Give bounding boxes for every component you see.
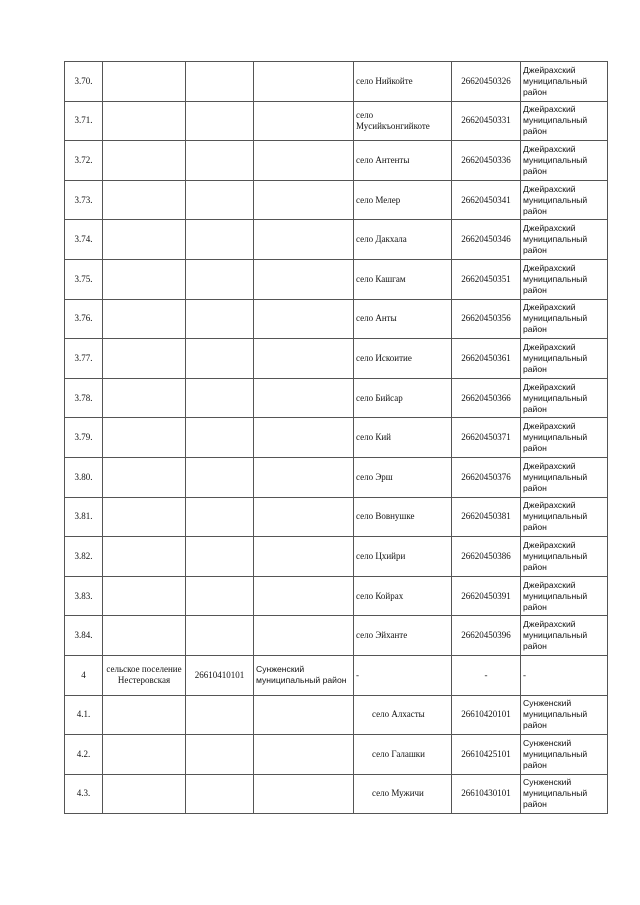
district-name: Джейрахский муниципальный район [521,537,608,577]
row-number: 3.73. [65,180,103,220]
district-name: Джейрахский муниципальный район [521,220,608,260]
empty-cell [254,299,354,339]
empty-cell [186,62,254,102]
settlement-name: село Мужичи [354,774,452,814]
empty-cell [254,339,354,379]
row-number: 3.84. [65,616,103,656]
row-number: 3.70. [65,62,103,102]
row-number: 3.80. [65,457,103,497]
table-row [65,101,608,141]
empty-cell [254,418,354,458]
empty-cell [186,735,254,775]
district-name: Джейрахский муниципальный район [521,299,608,339]
oktmo-code: 26620450331 [452,101,521,141]
district-name: Джейрахский муниципальный район [521,180,608,220]
empty-cell [186,537,254,577]
municipality-district: Сунженский муниципальный район [254,655,354,695]
settlement-name: село Койрах [354,576,452,616]
empty-cell [103,180,186,220]
empty-cell [186,259,254,299]
row-number: 3.76. [65,299,103,339]
empty-cell [186,220,254,260]
oktmo-code: 26620450361 [452,339,521,379]
row-number: 4 [65,655,103,695]
empty-cell [103,378,186,418]
district-name: Джейрахский муниципальный район [521,141,608,181]
empty-cell [103,774,186,814]
empty-cell [103,616,186,656]
district-name: Сунженский муниципальный район [521,774,608,814]
settlement-name: село Бийсар [354,378,452,418]
row-number: 3.74. [65,220,103,260]
row-number: 3.75. [65,259,103,299]
table-row [65,259,608,299]
oktmo-code: 26610425101 [452,735,521,775]
oktmo-code: 26620450386 [452,537,521,577]
empty-cell [103,62,186,102]
settlement-name: село Мусийкъонгийкоте [354,101,452,141]
empty-cell [186,378,254,418]
empty-cell [186,180,254,220]
empty-cell [186,497,254,537]
district-name: Джейрахский муниципальный район [521,616,608,656]
row-number: 3.77. [65,339,103,379]
district-name: Сунженский муниципальный район [521,735,608,775]
empty-cell [186,774,254,814]
empty-cell [186,695,254,735]
empty-cell [254,537,354,577]
row-number: 3.83. [65,576,103,616]
empty-cell [103,299,186,339]
settlement-name: село Эрш [354,457,452,497]
district-name: Джейрахский муниципальный район [521,418,608,458]
row-number: 3.79. [65,418,103,458]
row-number: 3.71. [65,101,103,141]
table-row [65,537,608,577]
oktmo-code: 26610420101 [452,695,521,735]
empty-cell [186,457,254,497]
oktmo-code: 26620450396 [452,616,521,656]
settlement-name: село Дакхала [354,220,452,260]
municipality-name: сельское поселение Нестеровская [103,655,186,695]
empty-cell [186,339,254,379]
empty-cell [103,101,186,141]
table-row [65,497,608,537]
district-name: Джейрахский муниципальный район [521,497,608,537]
empty-cell [103,576,186,616]
empty-cell [103,497,186,537]
oktmo-code: 26620450381 [452,497,521,537]
empty-cell [186,141,254,181]
oktmo-code: 26620450351 [452,259,521,299]
district-name: Джейрахский муниципальный район [521,62,608,102]
district-name: Джейрахский муниципальный район [521,576,608,616]
table-row [65,576,608,616]
row-number: 3.72. [65,141,103,181]
row-number: 4.2. [65,735,103,775]
empty-cell [254,378,354,418]
municipality-row [65,655,608,695]
empty-cell [103,339,186,379]
row-number: 3.78. [65,378,103,418]
empty-cell [254,695,354,735]
table-row [65,299,608,339]
settlement-dash: - [354,655,452,695]
settlement-name: село Анты [354,299,452,339]
settlement-name: село Антенты [354,141,452,181]
district-dash: - [521,655,608,695]
table-row [65,141,608,181]
settlements-table [64,61,608,814]
table-row [65,695,608,735]
settlement-name: село Кашгам [354,259,452,299]
empty-cell [254,616,354,656]
empty-cell [186,299,254,339]
table-row [65,774,608,814]
empty-cell [186,418,254,458]
table-row [65,180,608,220]
empty-cell [254,259,354,299]
empty-cell [254,62,354,102]
table-row [65,457,608,497]
empty-cell [254,141,354,181]
row-number: 3.81. [65,497,103,537]
settlement-name: село Кий [354,418,452,458]
empty-cell [186,616,254,656]
row-number: 3.82. [65,537,103,577]
district-name: Джейрахский муниципальный район [521,339,608,379]
oktmo-code: 26620450376 [452,457,521,497]
settlement-name: село Эйханте [354,616,452,656]
row-number: 4.3. [65,774,103,814]
table-row [65,220,608,260]
district-name: Джейрахский муниципальный район [521,259,608,299]
settlement-name: село Вовнушке [354,497,452,537]
settlement-name: село Алхасты [354,695,452,735]
settlement-name: село Галашки [354,735,452,775]
row-number: 4.1. [65,695,103,735]
empty-cell [103,537,186,577]
empty-cell [103,735,186,775]
settlement-name: село Искоитие [354,339,452,379]
empty-cell [254,220,354,260]
empty-cell [254,576,354,616]
empty-cell [103,457,186,497]
oktmo-code: 26620450371 [452,418,521,458]
empty-cell [103,220,186,260]
oktmo-code: 26620450356 [452,299,521,339]
table-row [65,735,608,775]
empty-cell [186,576,254,616]
settlement-name: село Мелер [354,180,452,220]
empty-cell [254,101,354,141]
settlement-name: село Цхийри [354,537,452,577]
empty-cell [103,418,186,458]
empty-cell [186,101,254,141]
empty-cell [254,457,354,497]
district-name: Джейрахский муниципальный район [521,101,608,141]
district-name: Джейрахский муниципальный район [521,457,608,497]
table-row [65,378,608,418]
oktmo-code: 26620450366 [452,378,521,418]
oktmo-code: 26620450346 [452,220,521,260]
empty-cell [254,180,354,220]
empty-cell [103,141,186,181]
district-name: Сунженский муниципальный район [521,695,608,735]
table-row [65,616,608,656]
empty-cell [254,774,354,814]
oktmo-code: 26620450336 [452,141,521,181]
settlement-name: село Нийкойте [354,62,452,102]
empty-cell [254,735,354,775]
oktmo-code: 26620450326 [452,62,521,102]
oktmo-code: 26620450391 [452,576,521,616]
oktmo-code: 26620450341 [452,180,521,220]
oktmo-code: 26610430101 [452,774,521,814]
table-row [65,62,608,102]
empty-cell [103,695,186,735]
empty-cell [103,259,186,299]
municipality-code: 26610410101 [186,655,254,695]
document-page [64,61,608,814]
table-row [65,418,608,458]
code-dash: - [452,655,521,695]
table-row [65,339,608,379]
district-name: Джейрахский муниципальный район [521,378,608,418]
empty-cell [254,497,354,537]
